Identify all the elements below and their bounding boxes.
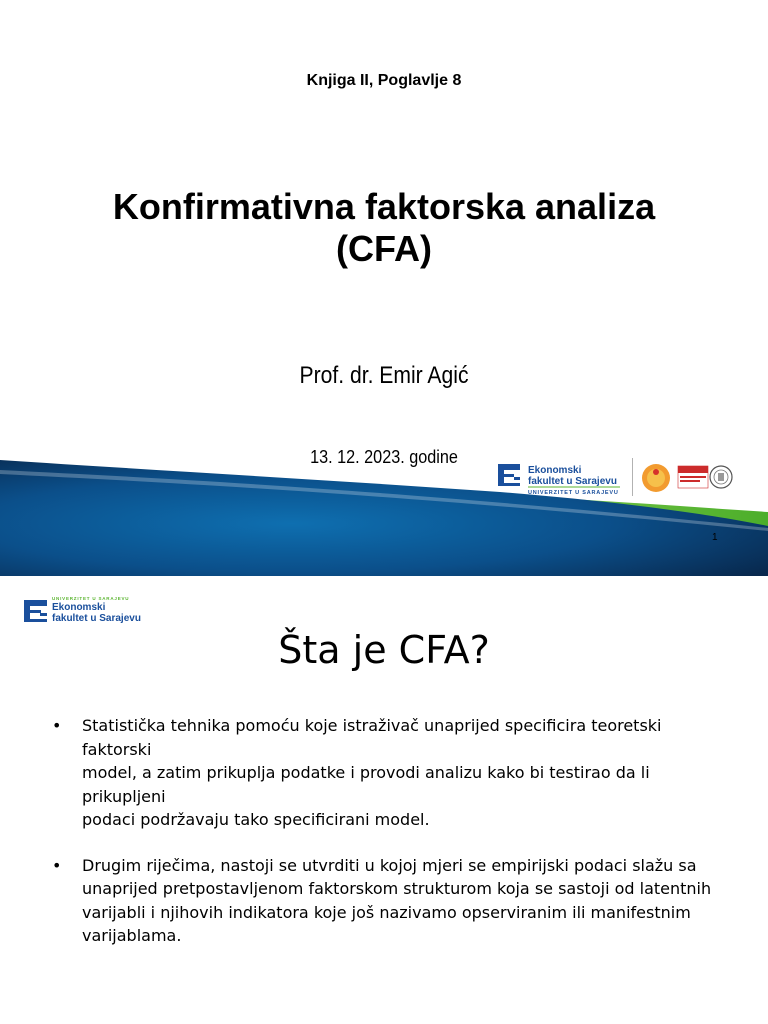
bullet-marker: • — [52, 716, 62, 735]
faculty-logo — [498, 462, 628, 503]
slide-title: Šta je CFA? — [278, 628, 490, 672]
bullet-line: model, a zatim prikuplja podatke i provodi analizu kako bi testirao da li prikupljeni — [82, 763, 650, 806]
accreditation-seal-icon — [642, 464, 670, 492]
faculty-e-logo-icon — [24, 600, 47, 622]
bullet-line: varijabli i njihovih indikatora koje još nazivamo opserviranim ili manifestnim — [82, 902, 691, 922]
faculty-logo-small — [24, 594, 144, 631]
iso-certification-icon — [678, 466, 732, 488]
logo-text-line-2: fakultet u Sarajevu — [52, 613, 141, 624]
bullet-line: podaci podržavaju tako specificirani model. — [82, 810, 430, 829]
accreditation-badges — [632, 458, 740, 503]
bullet-item — [52, 854, 732, 948]
content-slide — [0, 576, 768, 1024]
logo-text-line-0: UNIVERZITET U SARAJEVU — [52, 596, 130, 601]
bullet-line: Statistička tehnika pomoću koje istraživač unaprijed specificira teoretski faktorski — [82, 716, 662, 759]
author-name: Prof. dr. Emir Agić — [299, 362, 469, 389]
logo-text-line-1: Ekonomski — [52, 602, 106, 613]
bullet-line: Drugim riječima, nastoji se utvrditi u kojoj mjeri se empirijski podaci slažu sa — [82, 855, 697, 875]
slide-number: 1 — [712, 532, 718, 543]
presentation-date: 13. 12. 2023. godine — [310, 447, 458, 467]
faculty-e-logo-icon — [498, 464, 520, 486]
logo-text-line-3: UNIVERZITET U SARAJEVU — [528, 490, 619, 496]
slide-title-line-2: (CFA) — [336, 228, 432, 269]
book-chapter-subtitle: Knjiga II, Poglavlje 8 — [306, 72, 462, 89]
bullet-line: unaprijed pretpostavljenom faktorskom strukturom koja se sastoji od latentnih — [82, 879, 712, 898]
bullet-marker: • — [52, 855, 62, 875]
logo-text-line-1: Ekonomski — [528, 465, 582, 476]
bullet-item — [52, 714, 732, 832]
slide-title-line-1: Konfirmativna faktorska analiza — [112, 186, 656, 227]
bullet-list — [52, 714, 732, 970]
slide-title — [60, 186, 708, 270]
logo-text-line-2: fakultet u Sarajevu — [528, 476, 617, 487]
bullet-line: varijablama. — [82, 926, 182, 945]
